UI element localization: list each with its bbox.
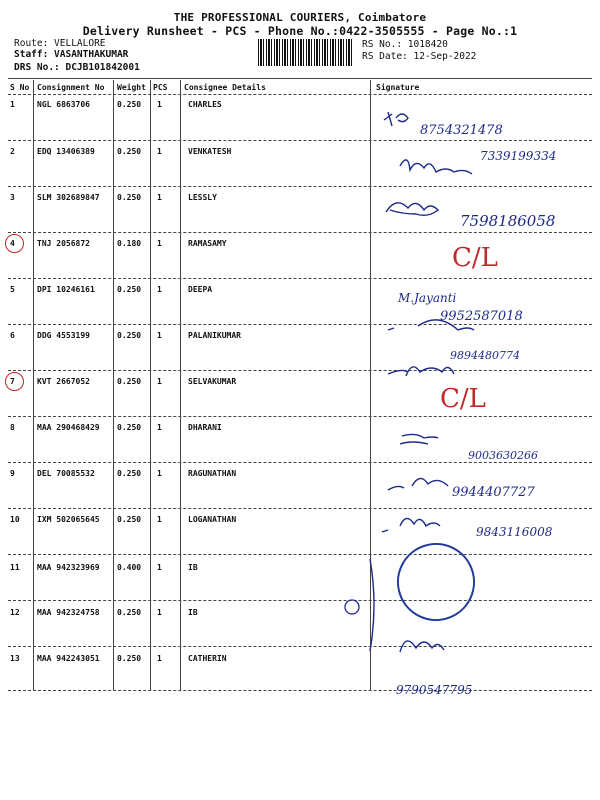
column-divider <box>150 80 151 690</box>
row-pcs: 1 <box>157 100 162 109</box>
row-consignment: MAA 290468429 <box>37 423 100 432</box>
row-consignee: SELVAKUMAR <box>188 377 237 386</box>
row-sno: 13 <box>10 654 20 663</box>
row-pcs: 1 <box>157 469 162 478</box>
row-consignment: IXM 502065645 <box>37 515 100 524</box>
table-header-rule <box>8 94 592 95</box>
column-divider <box>113 80 114 690</box>
row-pcs: 1 <box>157 193 162 202</box>
row-sno: 3 <box>10 193 15 202</box>
row-consignee: RAGUNATHAN <box>188 469 237 478</box>
bracket-mark <box>340 555 380 655</box>
row-sno: 7 <box>10 377 15 386</box>
row-pcs: 1 <box>157 608 162 617</box>
row-consignee: IB <box>188 563 198 572</box>
row-weight: 0.250 <box>117 469 142 478</box>
row-pcs: 1 <box>157 377 162 386</box>
row-consignee: PALANIKUMAR <box>188 331 241 340</box>
col-header-weight: Weight <box>117 83 146 92</box>
rs-number: RS No.: 1018420 <box>362 39 448 50</box>
route: Route: VELLALORE <box>14 38 106 49</box>
handwritten-phone: 9894480774 <box>450 349 520 362</box>
handwritten-phone: 7598186058 <box>460 212 556 230</box>
handwritten-phone: 9944407727 <box>452 485 535 500</box>
row-weight: 0.250 <box>117 100 142 109</box>
row-weight: 0.250 <box>117 147 142 156</box>
handwritten-phone: 7339199334 <box>480 149 557 163</box>
runsheet-title: Delivery Runsheet - PCS - Phone No.:0422-3505555 - Page No.:1 <box>82 24 518 38</box>
row-sno: 4 <box>10 239 15 248</box>
row-consignee: LESSLY <box>188 193 217 202</box>
row-consignee: RAMASAMY <box>188 239 227 248</box>
row-consignee: DHARANI <box>188 423 222 432</box>
row-weight: 0.400 <box>117 563 142 572</box>
rs-date: RS Date: 12-Sep-2022 <box>362 51 477 62</box>
row-rule <box>8 690 592 691</box>
staff: Staff: VASANTHAKUMAR <box>14 49 129 60</box>
col-header-pcs: PCS <box>153 83 168 92</box>
row-weight: 0.250 <box>117 608 142 617</box>
drs-number: DRS No.: DCJB101842001 <box>14 62 140 73</box>
handwritten-cl-note: C/L <box>440 384 486 414</box>
company-title: THE PROFESSIONAL COURIERS, Coimbatore <box>173 11 427 24</box>
row-sno: 8 <box>10 423 15 432</box>
row-weight: 0.180 <box>117 239 142 248</box>
row-weight: 0.250 <box>117 285 142 294</box>
row-consignment: TNJ 2056872 <box>37 239 90 248</box>
col-header-sno: S No <box>10 83 30 92</box>
row-pcs: 1 <box>157 285 162 294</box>
row-sno: 11 <box>10 563 20 572</box>
handwritten-phone: 8754321478 <box>420 123 503 138</box>
handwritten-signer: M.Jayanti <box>398 291 457 305</box>
row-consignee: DEEPA <box>188 285 213 294</box>
row-weight: 0.250 <box>117 331 142 340</box>
row-7-circle-mark <box>5 372 24 391</box>
row-pcs: 1 <box>157 331 162 340</box>
row-sno: 9 <box>10 469 15 478</box>
handwritten-cl-note: C/L <box>452 243 498 273</box>
row-consignment: KVT 2667052 <box>37 377 90 386</box>
row-pcs: 1 <box>157 563 162 572</box>
row-consignee: CATHERIN <box>188 654 227 663</box>
row-weight: 0.250 <box>117 193 142 202</box>
row-weight: 0.250 <box>117 654 142 663</box>
column-divider <box>33 80 34 690</box>
row-consignee: CHARLES <box>188 100 222 109</box>
row-consignment: DDG 4553199 <box>37 331 90 340</box>
row-weight: 0.250 <box>117 377 142 386</box>
row-sno: 6 <box>10 331 15 340</box>
row-consignee: LOGANATHAN <box>188 515 237 524</box>
row-sno: 12 <box>10 608 20 617</box>
row-consignment: EDQ 13406389 <box>37 147 95 156</box>
row-consignment: MAA 942324758 <box>37 608 100 617</box>
row-4-circle-mark <box>5 234 24 253</box>
row-weight: 0.250 <box>117 515 142 524</box>
row-sno: 1 <box>10 100 15 109</box>
row-consignee: VENKATESH <box>188 147 232 156</box>
row-pcs: 1 <box>157 147 162 156</box>
row-consignment: SLM 302689847 <box>37 193 100 202</box>
col-header-signature: Signature <box>376 83 420 92</box>
column-divider <box>180 80 181 690</box>
col-header-consignment: Consignment No <box>37 83 105 92</box>
row-consignment: DPI 10246161 <box>37 285 95 294</box>
barcode <box>258 39 354 66</box>
handwritten-phone: 9003630266 <box>468 449 538 462</box>
row-sno: 10 <box>10 515 20 524</box>
col-header-consignee: Consignee Details <box>184 83 266 92</box>
row-weight: 0.250 <box>117 423 142 432</box>
row-sno: 5 <box>10 285 15 294</box>
row-consignment: MAA 942323969 <box>37 563 100 572</box>
row-consignment: NGL 6863706 <box>37 100 90 109</box>
handwritten-phone: 9952587018 <box>440 309 523 324</box>
table-top-rule <box>8 78 592 79</box>
row-pcs: 1 <box>157 515 162 524</box>
row-consignment: MAA 942243051 <box>37 654 100 663</box>
row-pcs: 1 <box>157 423 162 432</box>
handwritten-phone: 9790547795 <box>396 683 473 697</box>
row-consignment: DEL 70085532 <box>37 469 95 478</box>
row-pcs: 1 <box>157 239 162 248</box>
handwritten-phone: 9843116008 <box>476 525 553 539</box>
row-sno: 2 <box>10 147 15 156</box>
row-consignee: IB <box>188 608 198 617</box>
row-pcs: 1 <box>157 654 162 663</box>
